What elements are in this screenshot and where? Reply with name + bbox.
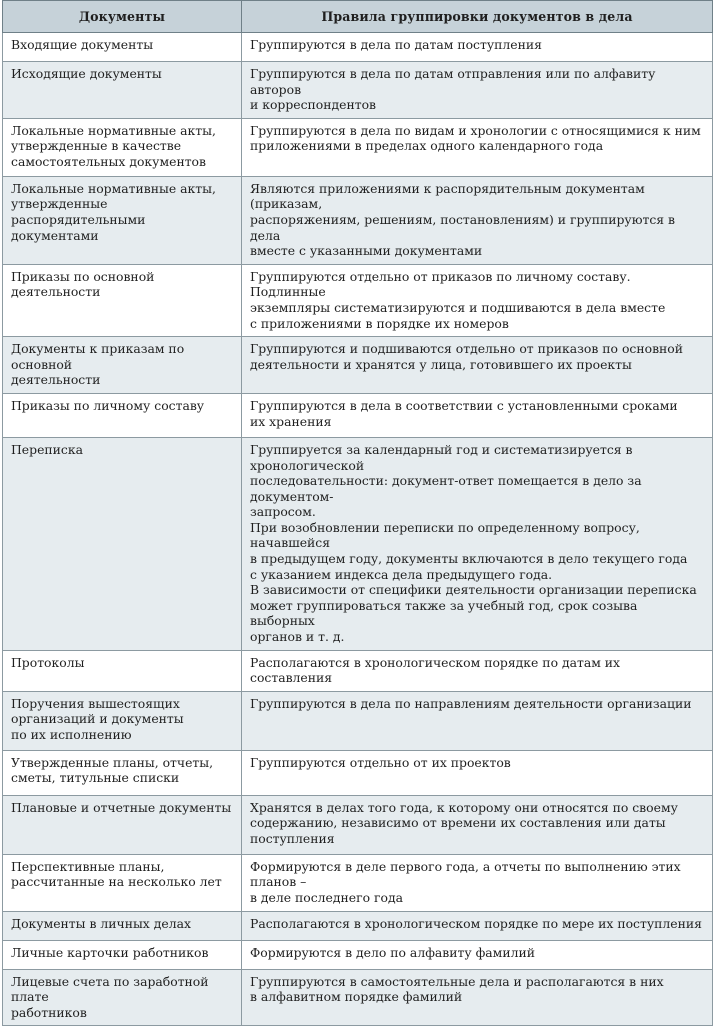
- document-type-cell: Приказы по личному составу: [3, 393, 242, 437]
- grouping-rule-cell: Являются приложениями к распорядительным документам (приказам, распоряжениям, решениям, постановлениям) и группируются в дела вместе с указанными документами: [242, 176, 713, 264]
- document-type-cell: Переписка: [3, 437, 242, 650]
- table-row: [3, 854, 713, 911]
- grouping-rule-cell: Группируются в дела по направлениям деятельности организации: [242, 691, 713, 750]
- document-type-cell: Входящие документы: [3, 33, 242, 62]
- table-row: [3, 795, 713, 854]
- document-type-cell: Протоколы: [3, 650, 242, 691]
- document-type-cell: Локальные нормативные акты, утвержденные распорядительными документами: [3, 176, 242, 264]
- grouping-rule-cell: Хранятся в делах того года, к которому они относятся по своему содержанию, независимо от времени их составления или даты поступления: [242, 795, 713, 854]
- document-type-cell: Документы в личных делах: [3, 911, 242, 940]
- document-type-cell: Документы к приказам по основной деятельности: [3, 337, 242, 394]
- table-row: [3, 118, 713, 176]
- table-row: [3, 33, 713, 62]
- table-row: [3, 750, 713, 795]
- grouping-rule-cell: Формируются в дело по алфавиту фамилий: [242, 940, 713, 969]
- table-row: [3, 264, 713, 336]
- document-type-cell: Локальные нормативные акты, утвержденные в качестве самостоятельных документов: [3, 118, 242, 176]
- grouping-rule-cell: Группируется за календарный год и систематизируется в хронологической последовательности: документ-ответ помещается в дело за документом- запросом. При возобновлении переписки по определенному вопросу, начавшейся в предыдущем году, документы включаются в дело текущего года с указанием индекса дела предыдущего года. В зависимости от специфики деятельности организации переписка может группироваться также за учебный год, срок созыва выборных органов и т. д.: [242, 437, 713, 650]
- grouping-rule-cell: Группируются в дела по датам отправления или по алфавиту авторов и корреспондентов: [242, 62, 713, 119]
- document-type-cell: Перспективные планы, рассчитанные на несколько лет: [3, 854, 242, 911]
- grouping-rule-cell: Располагаются в хронологическом порядке по мере их поступления: [242, 911, 713, 940]
- document-type-cell: Поручения вышестоящих организаций и документы по их исполнению: [3, 691, 242, 750]
- document-grouping-table: [2, 0, 713, 1026]
- table-row: [3, 393, 713, 437]
- document-type-cell: Личные карточки работников: [3, 940, 242, 969]
- grouping-rule-cell: Группируются отдельно от их проектов: [242, 750, 713, 795]
- grouping-rule-cell: Формируются в деле первого года, а отчеты по выполнению этих планов – в деле последнего года: [242, 854, 713, 911]
- document-type-cell: Приказы по основной деятельности: [3, 264, 242, 336]
- table-row: [3, 437, 713, 650]
- table-row: [3, 940, 713, 969]
- table-row: [3, 650, 713, 691]
- document-type-cell: Лицевые счета по заработной плате работников: [3, 969, 242, 1026]
- grouping-rule-cell: Группируются в дела в соответствии с установленными сроками их хранения: [242, 393, 713, 437]
- document-type-cell: Плановые и отчетные документы: [3, 795, 242, 854]
- grouping-rule-cell: Группируются в дела по видам и хронологии с относящимися к ним приложениями в пределах одного календарного года: [242, 118, 713, 176]
- table-header-row: [3, 1, 713, 33]
- grouping-rule-cell: Располагаются в хронологическом порядке по датам их составления: [242, 650, 713, 691]
- table-row: [3, 691, 713, 750]
- table-row: [3, 911, 713, 940]
- grouping-rule-cell: Группируются в самостоятельные дела и располагаются в них в алфавитном порядке фамилий: [242, 969, 713, 1026]
- document-type-cell: Утвержденные планы, отчеты, сметы, титульные списки: [3, 750, 242, 795]
- header-grouping-rules: Правила группировки документов в дела: [242, 1, 713, 33]
- grouping-rule-cell: Группируются в дела по датам поступления: [242, 33, 713, 62]
- table-row: [3, 62, 713, 119]
- document-type-cell: Исходящие документы: [3, 62, 242, 119]
- header-documents: Документы: [3, 1, 242, 33]
- grouping-rule-cell: Группируются отдельно от приказов по личному составу. Подлинные экземпляры систематизируются и подшиваются в дела вместе с приложениями в порядке их номеров: [242, 264, 713, 336]
- table-row: [3, 969, 713, 1026]
- table-row: [3, 176, 713, 264]
- grouping-rule-cell: Группируются и подшиваются отдельно от приказов по основной деятельности и хранятся у лица, готовившего их проекты: [242, 337, 713, 394]
- table-row: [3, 337, 713, 394]
